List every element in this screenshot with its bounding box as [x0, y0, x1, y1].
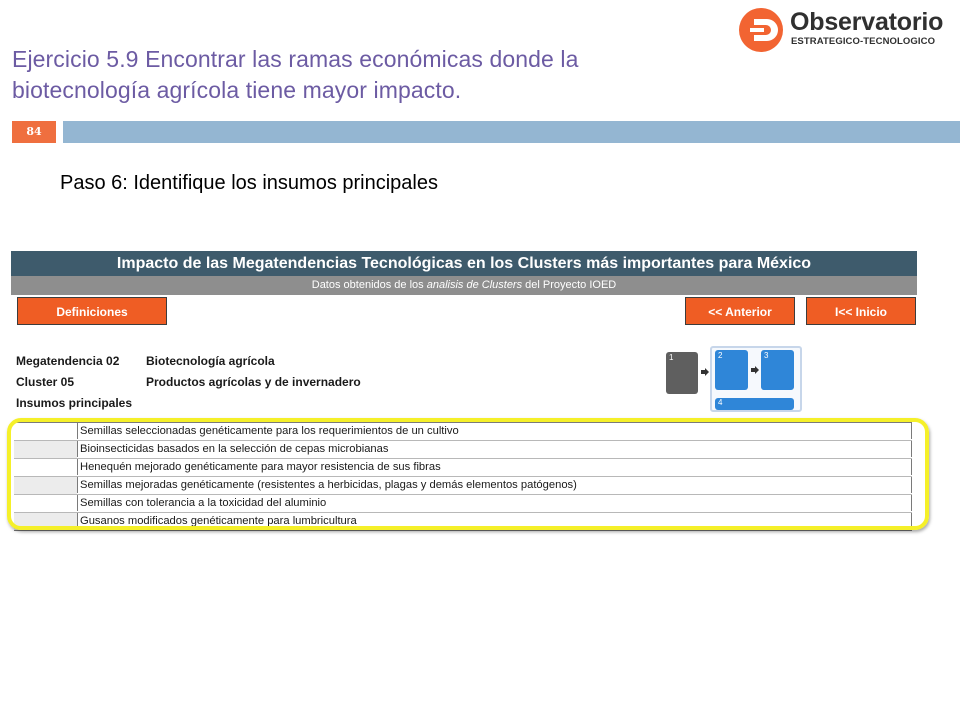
logo-mark-icon [739, 8, 783, 52]
header-strip [63, 121, 960, 143]
inicio-button[interactable]: I<< Inicio [806, 297, 916, 325]
embed-source-note [11, 276, 917, 295]
insumo-cell[interactable]: Bioinsecticidas basados en la selección de cepas microbianas [77, 441, 912, 457]
flow-step-4-number: 4 [718, 398, 723, 407]
megatendencia-label: Megatendencia 02 [16, 354, 120, 368]
embed-source-prefix: Datos obtenidos de los [311, 279, 427, 291]
megatendencia-value: Biotecnología agrícola [146, 354, 275, 368]
navigation-flow-diagram [664, 346, 802, 412]
insumo-cell[interactable]: Henequén mejorado genéticamente para mayor resistencia de sus fibras [77, 459, 912, 475]
slide-title [12, 44, 712, 106]
insumo-cell[interactable]: Semillas con tolerancia a la toxicidad del aluminio [77, 495, 912, 511]
insumo-cell[interactable]: Semillas seleccionadas genéticamente para los requerimientos de un cultivo [77, 423, 912, 439]
logo-name: Observatorio [790, 8, 944, 36]
anterior-button[interactable]: << Anterior [685, 297, 795, 325]
flow-step-1[interactable] [666, 352, 698, 394]
step-subtitle: Paso 6: Identifique los insumos principales [60, 172, 438, 194]
insumo-cell[interactable]: Semillas mejoradas genéticamente (resistentes a herbicidas, plagas y demás elementos patógenos) [77, 477, 912, 493]
embed-source-italic: analisis de Clusters [426, 279, 523, 291]
observatorio-logo [739, 8, 949, 52]
cluster-value: Productos agrícolas y de invernadero [146, 375, 361, 389]
insumo-cell[interactable]: Gusanos modificados genéticamente para lumbricultura [77, 513, 912, 529]
flow-step-2-number: 2 [718, 351, 723, 360]
flow-arrow-icon [751, 366, 759, 374]
flow-step-3[interactable] [761, 350, 794, 390]
flow-arrow-icon [701, 368, 709, 376]
insumos-label: Insumos principales [16, 396, 133, 410]
embed-source-suffix: del Proyecto IOED [522, 279, 617, 291]
flow-step-1-number: 1 [669, 353, 674, 362]
cluster-label: Cluster 05 [16, 375, 75, 389]
flow-step-2[interactable] [715, 350, 748, 390]
definiciones-button[interactable]: Definiciones [17, 297, 167, 325]
highlight-frame [7, 418, 929, 530]
embed-header: Impacto de las Megatendencias Tecnológicas en los Clusters más importantes para México [11, 251, 917, 276]
flow-step-4[interactable] [715, 398, 794, 410]
flow-step-3-number: 3 [764, 351, 769, 360]
logo-subtitle: ESTRATEGICO-TECNOLOGICO [791, 36, 936, 47]
slide-title-line-2: biotecnología agrícola tiene mayor impacto. [12, 77, 462, 103]
page-number: 84 [12, 121, 56, 143]
slide-title-line-1: Ejercicio 5.9 Encontrar las ramas económicas donde la [12, 46, 579, 72]
